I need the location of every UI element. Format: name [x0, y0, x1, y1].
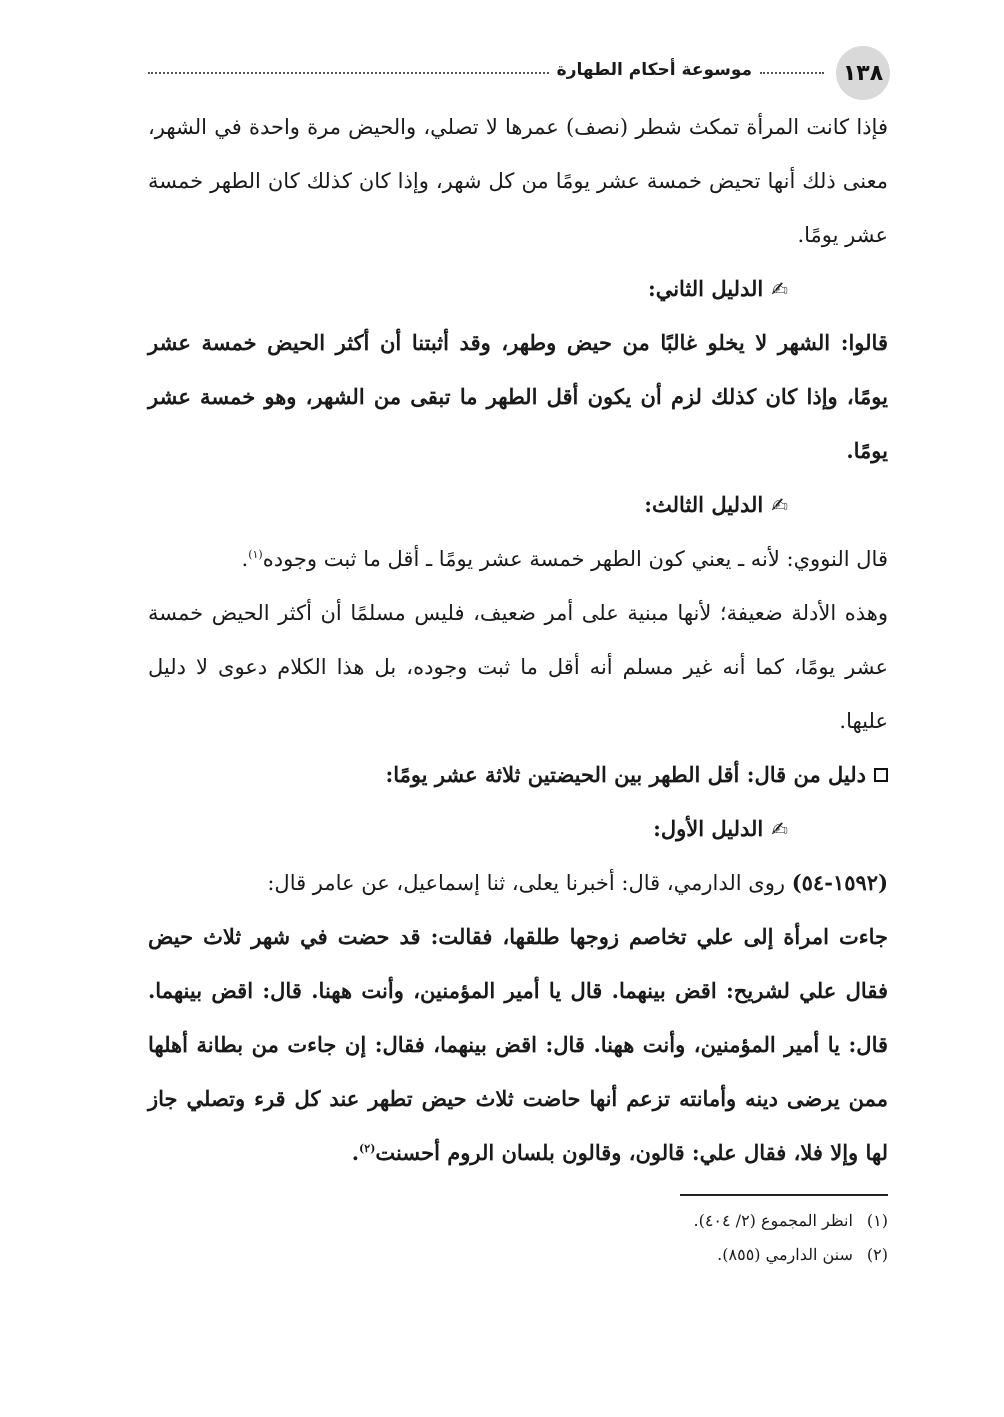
- header-dots-left: [148, 72, 549, 74]
- quill-icon: ✍: [771, 277, 788, 301]
- footnote-1: [148, 1204, 888, 1238]
- running-title-bar: [148, 60, 824, 80]
- hadith-end: .: [351, 1140, 360, 1165]
- page: [148, 40, 888, 1272]
- hadith-body: جاءت امرأة إلى علي تخاصم زوجها طلقها، فقالت: قد حضت في شهر ثلاث حيض فقال علي لشريح: اقض بينهما. قال يا أمير المؤمنين، وأنت ههنا. قال: اقض بينهما. قال: يا أمير المؤمنين، وأنت ههنا. قال: اقض بينهما، فقال: إن جاءت من بطانة أهلها ممن يرضى دينه وأمانته تزعم أنها حاضت ثلاث حيض تطهر عند كل قرء وتصلي جاز لها وإلا فلا، فقال علي: قالون، وقالون بلسان الروم أحسنت: [148, 924, 888, 1165]
- header-dots-right: [760, 72, 824, 74]
- heading-third-evidence: [148, 478, 888, 532]
- footnote-2-text: سنن الدارمي (٨٥٥).: [717, 1245, 853, 1264]
- footnote-1-number: (١): [866, 1211, 888, 1230]
- paragraph-4: وهذه الأدلة ضعيفة؛ لأنها مبنية على أمر ضعيف، فليس مسلمًا أن أكثر الحيض خمسة عشر يومًا، كما أنه غير مسلم أنه أقل ما ثبت وجوده، بل هذا الكلام دعوى لا دليل عليها.: [148, 601, 888, 733]
- box-heading-label: دليل من قال: أقل الطهر بين الحيضتين ثلاثة عشر يومًا:: [385, 762, 866, 787]
- heading-second-evidence: [148, 262, 888, 316]
- hadith-number: (١٥٩٢-٥٤): [791, 870, 888, 895]
- heading-first-evidence: [148, 802, 888, 856]
- paragraph-1: فإذا كانت المرأة تمكث شطر (نصف) عمرها لا تصلي، والحيض مرة واحدة في الشهر، معنى ذلك أنها تحيض خمسة عشر يومًا من كل شهر، وإذا كان كذلك كان الطهر خمسة عشر يومًا.: [148, 115, 888, 247]
- hadith-intro: روى الدارمي، قال: أخبرنا يعلى، ثنا إسماعيل، عن عامر قال:: [267, 871, 786, 895]
- paragraph-3: [148, 532, 888, 586]
- footnote-2: [148, 1238, 888, 1272]
- heading-second-label: الدليل الثاني:: [647, 276, 764, 301]
- paragraph-3-text: قال النووي: لأنه ـ يعني كون الطهر خمسة عشر يومًا ـ أقل ما ثبت وجوده: [262, 547, 888, 571]
- footnote-1-text: انظر المجموع (٢/ ٤٠٤).: [693, 1211, 853, 1230]
- paragraph-3-end: .: [241, 547, 249, 571]
- square-bullet-icon: [874, 768, 888, 782]
- page-header: [148, 40, 888, 100]
- page-number: ١٣٨: [842, 60, 884, 86]
- footnote-divider: [680, 1194, 888, 1196]
- hadith-intro-line: [148, 856, 888, 910]
- footnote-2-number: (٢): [866, 1245, 888, 1264]
- heading-third-label: الدليل الثالث:: [644, 492, 764, 517]
- heading-first-label: الدليل الأول:: [653, 816, 764, 841]
- box-heading: [148, 748, 888, 802]
- footnote-ref-1[interactable]: (١): [248, 548, 263, 561]
- quill-icon: ✍: [771, 817, 788, 841]
- footnote-ref-2[interactable]: (٢): [359, 1142, 376, 1155]
- hadith-text: [148, 910, 888, 1180]
- quill-icon: ✍: [771, 493, 788, 517]
- page-number-badge: [836, 46, 890, 100]
- paragraph-2: قالوا: الشهر لا يخلو غالبًا من حيض وطهر، وقد أثبتنا أن أكثر الحيض خمسة عشر يومًا، وإذا كان كذلك لزم أن يكون أقل الطهر ما تبقى من الشهر، وهو خمسة عشر يومًا.: [148, 330, 888, 463]
- running-title: موسوعة أحكام الطهارة: [556, 60, 752, 80]
